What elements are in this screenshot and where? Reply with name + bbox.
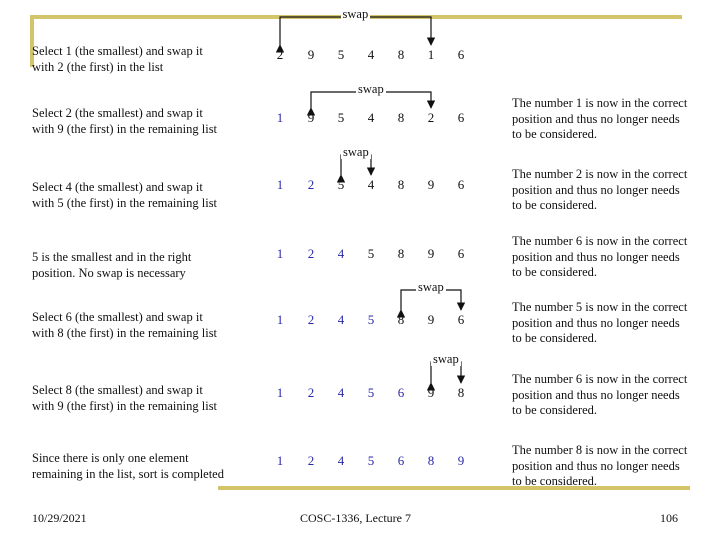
array-cell: 4: [337, 246, 345, 261]
array-cell: 2: [427, 110, 435, 125]
step-text-4: 5 is the smallest and in the right position. No swap is necessary: [32, 250, 192, 280]
array-cell: 5: [367, 312, 375, 327]
array-cell: 4: [337, 453, 345, 468]
array-cell: 9: [427, 177, 435, 192]
array-cell: 9: [457, 453, 465, 468]
array-cell: 6: [457, 312, 465, 327]
array-cell: 5: [337, 177, 345, 192]
note-1: The number 1 is now in the correct position and thus no longer needs to be considered.: [512, 96, 688, 141]
note-4: The number 5 is now in the correct position and thus no longer needs to be considered.: [512, 300, 688, 345]
array-cell: 8: [397, 177, 405, 192]
array-cell: 5: [367, 385, 375, 400]
array-cell: 2: [307, 312, 315, 327]
array-cell: 4: [367, 47, 375, 62]
array-cell: 6: [457, 110, 465, 125]
array-cell: 1: [276, 453, 284, 468]
array-cell: 6: [397, 453, 405, 468]
array-cell: 4: [337, 385, 345, 400]
array-cell: 8: [427, 453, 435, 468]
page-number: 106: [660, 511, 678, 525]
array-cell: 2: [307, 177, 315, 192]
array-cell: 9: [427, 312, 435, 327]
array-cell: 9: [307, 47, 315, 62]
array-cell: 6: [457, 177, 465, 192]
array-cell: 5: [337, 47, 345, 62]
swap-label: swap: [343, 145, 369, 159]
array-cell: 1: [427, 47, 435, 62]
footer-date: 10/29/2021: [32, 511, 87, 525]
array-cell: 1: [276, 246, 284, 261]
swap-label: swap: [418, 280, 444, 294]
array-cell: 1: [276, 312, 284, 327]
swap-label: swap: [358, 82, 384, 96]
array-cell: 4: [367, 110, 375, 125]
step-text-7: Since there is only one element remaining in the list, sort is completed: [32, 451, 224, 481]
array-cell: 2: [307, 385, 315, 400]
array-cell: 9: [307, 110, 315, 125]
array-cell: 1: [276, 110, 284, 125]
array-cell: 6: [397, 385, 405, 400]
array-cell: 2: [307, 246, 315, 261]
note-5: The number 6 is now in the correct position and thus no longer needs to be considered.: [512, 372, 688, 417]
array-cell: 5: [367, 453, 375, 468]
step-text-5: Select 6 (the smallest) and swap it with 8 (the first) in the remaining list: [32, 310, 218, 340]
array-cell: 5: [337, 110, 345, 125]
footer-course: COSC-1336, Lecture 7: [300, 511, 411, 525]
array-cell: 4: [367, 177, 375, 192]
array-cell: 1: [276, 385, 284, 400]
step-text-3: Select 4 (the smallest) and swap it with 5 (the first) in the remaining list: [32, 180, 218, 210]
step-text-2: Select 2 (the smallest) and swap it with 9 (the first) in the remaining list: [32, 106, 218, 136]
array-cell: 8: [397, 246, 405, 261]
step-text-6: Select 8 (the smallest) and swap it with 9 (the first) in the remaining list: [32, 383, 218, 413]
note-2: The number 2 is now in the correct position and thus no longer needs to be considered.: [512, 167, 688, 212]
array-cell: 5: [367, 246, 375, 261]
array-cell: 2: [276, 47, 284, 62]
array-cell: 2: [307, 453, 315, 468]
array-cell: 8: [397, 312, 405, 327]
note-6: The number 8 is now in the correct position and thus no longer needs to be considered.: [512, 443, 688, 488]
array-cell: 4: [337, 312, 345, 327]
array-cell: 8: [457, 385, 465, 400]
swap-arrow: [280, 17, 431, 45]
array-cell: 9: [427, 385, 435, 400]
note-3: The number 6 is now in the correct position and thus no longer needs to be considered.: [512, 234, 688, 279]
swap-label: swap: [342, 7, 369, 21]
step-text-1: Select 1 (the smallest) and swap it with 2 (the first) in the list: [32, 44, 203, 74]
array-cell: 6: [457, 47, 465, 62]
array-cell: 8: [397, 47, 405, 62]
array-cell: 9: [427, 246, 435, 261]
swap-label: swap: [433, 352, 459, 366]
array-cell: 1: [276, 177, 284, 192]
array-cell: 6: [457, 246, 465, 261]
array-cell: 8: [397, 110, 405, 125]
